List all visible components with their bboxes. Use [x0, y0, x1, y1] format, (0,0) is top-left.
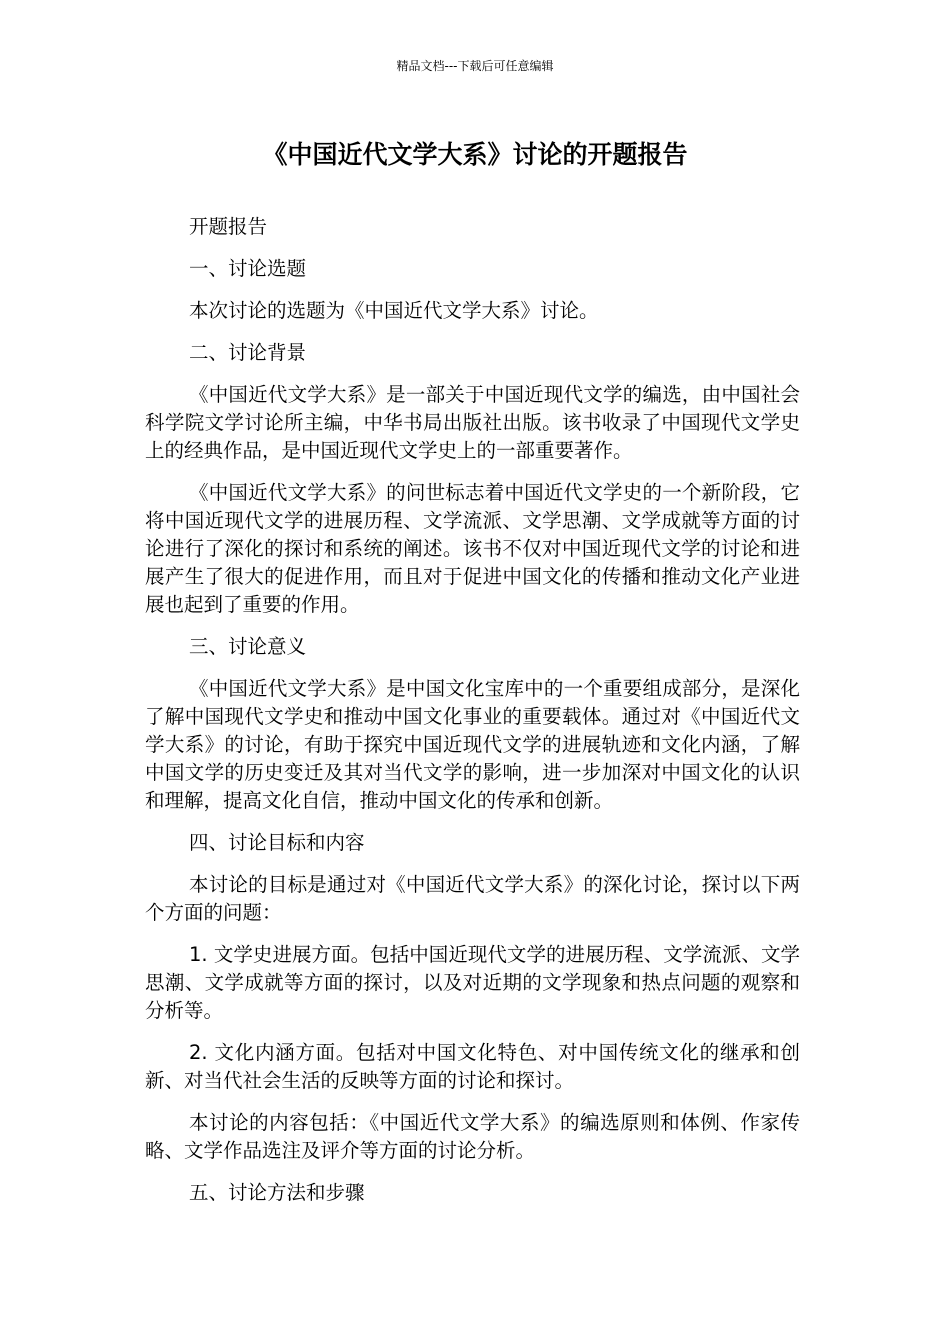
heading-methods-steps: 五、讨论方法和步骤	[189, 1181, 365, 1204]
paragraph-goals: 本讨论的目标是通过对《中国近代文学大系》的深化讨论，探讨以下两个方面的问题：	[145, 873, 800, 924]
heading-topic: 一、讨论选题	[189, 257, 307, 280]
paragraph-content: 本讨论的内容包括：《中国近代文学大系》的编选原则和体例、作家传略、文学作品选注及评介等方面的讨论分析。	[145, 1111, 800, 1162]
paragraph-background-1: 《中国近代文学大系》是一部关于中国近现代文学的编选，由中国社会科学院文学讨论所主编，中华书局出版社出版。该书收录了中国现代文学史上的经典作品，是中国近现代文学史上的一部重要著作。	[145, 383, 800, 462]
page-header: 精品文档---下载后可任意编辑	[396, 59, 554, 73]
paragraph-report-label: 开题报告	[189, 215, 268, 238]
list-item-literary-history: 1. 文学史进展方面。包括中国近现代文学的进展历程、文学流派、文学思潮、文学成就等方面的探讨，以及对近期的文学现象和热点问题的观察和分析等。	[145, 943, 800, 1022]
document-body	[145, 213, 800, 1221]
paragraph-significance: 《中国近代文学大系》是中国文化宝库中的一个重要组成部分，是深化了解中国现代文学史和推动中国文化事业的重要载体。通过对《中国近代文学大系》的讨论，有助于探究中国近现代文学的进展轨迹和文化内涵，了解中国文学的历史变迁及其对当代文学的影响，进一步加深对中国文化的认识和理解，提高文化自信，推动中国文化的传承和创新。	[145, 677, 800, 812]
heading-goals-content: 四、讨论目标和内容	[189, 831, 365, 854]
list-item-cultural-connotation: 2. 文化内涵方面。包括对中国文化特色、对中国传统文化的继承和创新、对当代社会生活的反映等方面的讨论和探讨。	[145, 1041, 800, 1092]
document-title: 《中国近代文学大系》讨论的开题报告	[262, 140, 688, 169]
heading-background: 二、讨论背景	[189, 341, 307, 364]
heading-significance: 三、讨论意义	[189, 635, 307, 658]
paragraph-background-2: 《中国近代文学大系》的问世标志着中国近代文学史的一个新阶段，它将中国近现代文学的进展历程、文学流派、文学思潮、文学成就等方面的讨论进行了深化的探讨和系统的阐述。该书不仅对中国近现代文学的讨论和进展产生了很大的促进作用，而且对于促进中国文化的传播和推动文化产业进展也起到了重要的作用。	[145, 481, 800, 616]
paragraph-topic: 本次讨论的选题为《中国近代文学大系》讨论。	[189, 299, 599, 322]
